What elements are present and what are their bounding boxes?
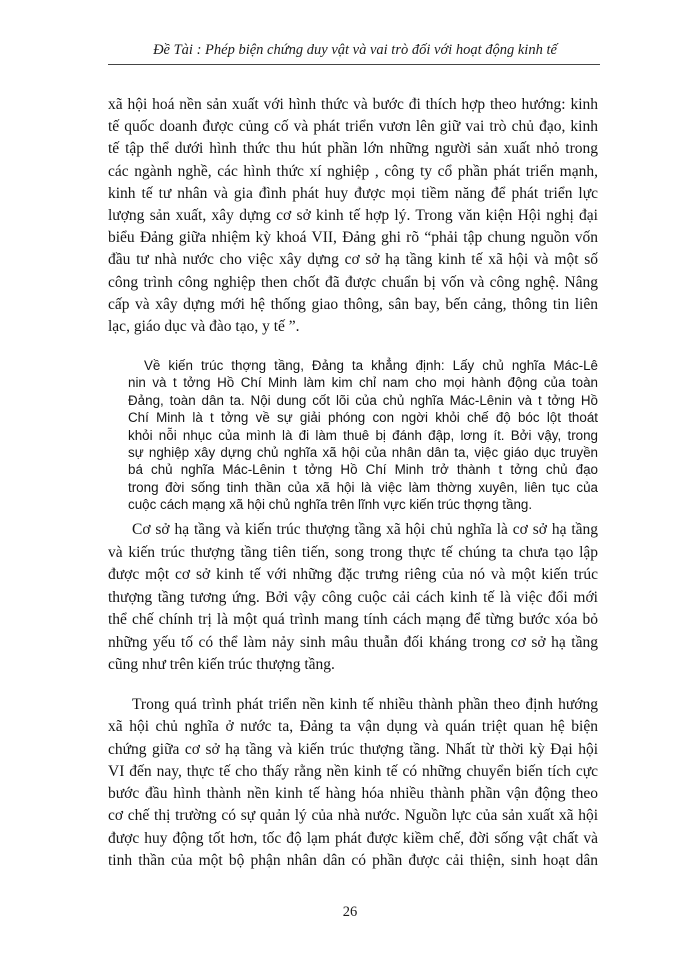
page-number: 26 xyxy=(342,904,358,920)
paragraph-1 xyxy=(108,94,598,338)
quote-line: cuộc cách mạng xã hội chủ nghĩa trên lĩnh vực kiến trúc thợng tầng. xyxy=(128,497,533,513)
text-line: công trình công nghiệp then chốt đã được chuẩn bị vốn và công nghệ. Nâng xyxy=(108,273,598,291)
text-line: biểu Đảng giữa nhiệm kỳ khoá VII, Đảng ghi rõ “phải tập chung nguồn vốn xyxy=(108,229,598,247)
quote-line: khỏi nỗi nhục của mình là đi làm thuê bị đánh đập, lơng ít. Bởi vậy, trong xyxy=(128,427,598,443)
paragraph-2 xyxy=(108,519,598,677)
quote-line: bá chủ nghĩa Mác-Lênin t tởng Hồ Chí Minh trở thành t tởng chủ đạo xyxy=(128,462,598,478)
quote-line: nin và t tởng Hồ Chí Minh làm kim chỉ nam cho mọi hành động của toàn xyxy=(128,375,598,391)
text-line: VI đến nay, thực tế cho thấy rằng nền kinh tế có những chuyển biến tích cực xyxy=(108,762,598,780)
quote-line: Đảng, toàn dân ta. Nội dung cốt lõi của chủ nghĩa Mác-Lênin và t tởng Hồ xyxy=(128,392,598,408)
text-line: xã hội hoá nền sản xuất với hình thức và bước đi thích hợp theo hướng: kinh xyxy=(108,96,598,113)
text-line: tinh thần của một bộ phận nhân dân có phần được cải thiện, sinh hoạt dân xyxy=(108,852,598,870)
quote-line: Chí Minh là t tởng về sự giải phóng con ngời khỏi chế độ bóc lột thoát xyxy=(128,410,598,426)
text-line: được huy động tốt hơn, tốc độ lạm phát được kiềm chế, đời sống vật chất và xyxy=(108,829,598,847)
header-divider xyxy=(108,64,600,65)
text-line: tế quốc doanh được củng cố và phát triển vươn lên giữ vai trò chủ đạo, kinh xyxy=(108,118,598,136)
text-line: cơ chế thị trường có sự quản lý của nhà nước. Nguồn lực của sản xuất xã hội xyxy=(108,807,598,825)
text-line: chứng giữa cơ sở hạ tầng và kiến trúc thượng tầng. Nhất từ thời kỳ Đại hội xyxy=(108,740,598,758)
text-line: cũng như trên kiến trúc thượng tầng. xyxy=(108,656,335,673)
text-line: thượng tầng tương ứng. Bởi vậy công cuộc cải cách kinh tế là việc đổi mới xyxy=(108,588,598,606)
text-line: kinh tế tư nhân và gia đình phát huy được mọi tiềm năng để phát triển lực xyxy=(108,184,598,202)
text-line: được một cơ sở kinh tế với những đặc trưng riêng của nó và một kiến trúc xyxy=(108,566,598,583)
text-line: thể chế chính trị là một quá trình mang tính cách mạng để từng bước xóa bỏ xyxy=(108,611,598,628)
text-line: lạc, giáo dục và đào tạo, y tế ”. xyxy=(108,318,300,336)
text-line: các ngành nghề, các hình thức xí nghiệp , công ty cổ phần phát triển mạnh, xyxy=(108,162,598,180)
text-line: xã hội chủ nghĩa ở nước ta, Đảng ta vận dụng và quán triệt quan hệ biện xyxy=(108,718,598,736)
text-line: Cơ sở hạ tầng và kiến trúc thượng tầng xã hội chủ nghĩa là cơ sở hạ tầng xyxy=(132,521,598,538)
quote-line: sự nghiệp xây dựng chủ nghĩa xã hội của nhân dân ta, việc giáo dục truyền xyxy=(128,445,598,461)
text-line: những yếu tố có thể làm nảy sinh mâu thuẫn đối kháng trong cơ sở hạ tầng xyxy=(108,633,598,651)
paragraph-3 xyxy=(108,694,598,872)
running-header: Đề Tài : Phép biện chứng duy vật và vai trò đối với hoạt động kinh tế xyxy=(153,42,557,58)
text-line: tế tập thể dưới hình thức thu hút phần lớn những người sản xuất nhỏ trong xyxy=(108,140,598,158)
text-line: Trong quá trình phát triển nền kinh tế nhiều thành phần theo định hướng xyxy=(132,696,598,713)
text-line: đầu tư nhà nước cho việc xây dựng cơ sở hạ tầng kinh tế xã hội và một số xyxy=(108,251,598,269)
text-line: và kiến trúc thượng tầng tiên tiến, song trong thực tế chúng ta chưa tạo lập xyxy=(108,543,598,561)
text-line: cấp và xây dựng mới hệ thống giao thông, sân bay, bến cảng, thông tin liên xyxy=(108,295,598,313)
quote-line: trong đời sống tinh thần của xã hội là việc làm thờng xuyên, liên tục của xyxy=(128,479,598,495)
text-line: bước đầu hình thành nền kinh tế hàng hóa nhiều thành phần vận động theo xyxy=(108,785,598,803)
text-line: lượng sản xuất, xây dựng cơ sở kinh tế hợp lý. Trong văn kiện Hội nghị đại xyxy=(108,207,598,225)
quote-block xyxy=(128,357,598,514)
quote-line: Về kiến trúc thợng tầng, Đảng ta khẳng định: Lấy chủ nghĩa Mác-Lê xyxy=(144,358,598,373)
